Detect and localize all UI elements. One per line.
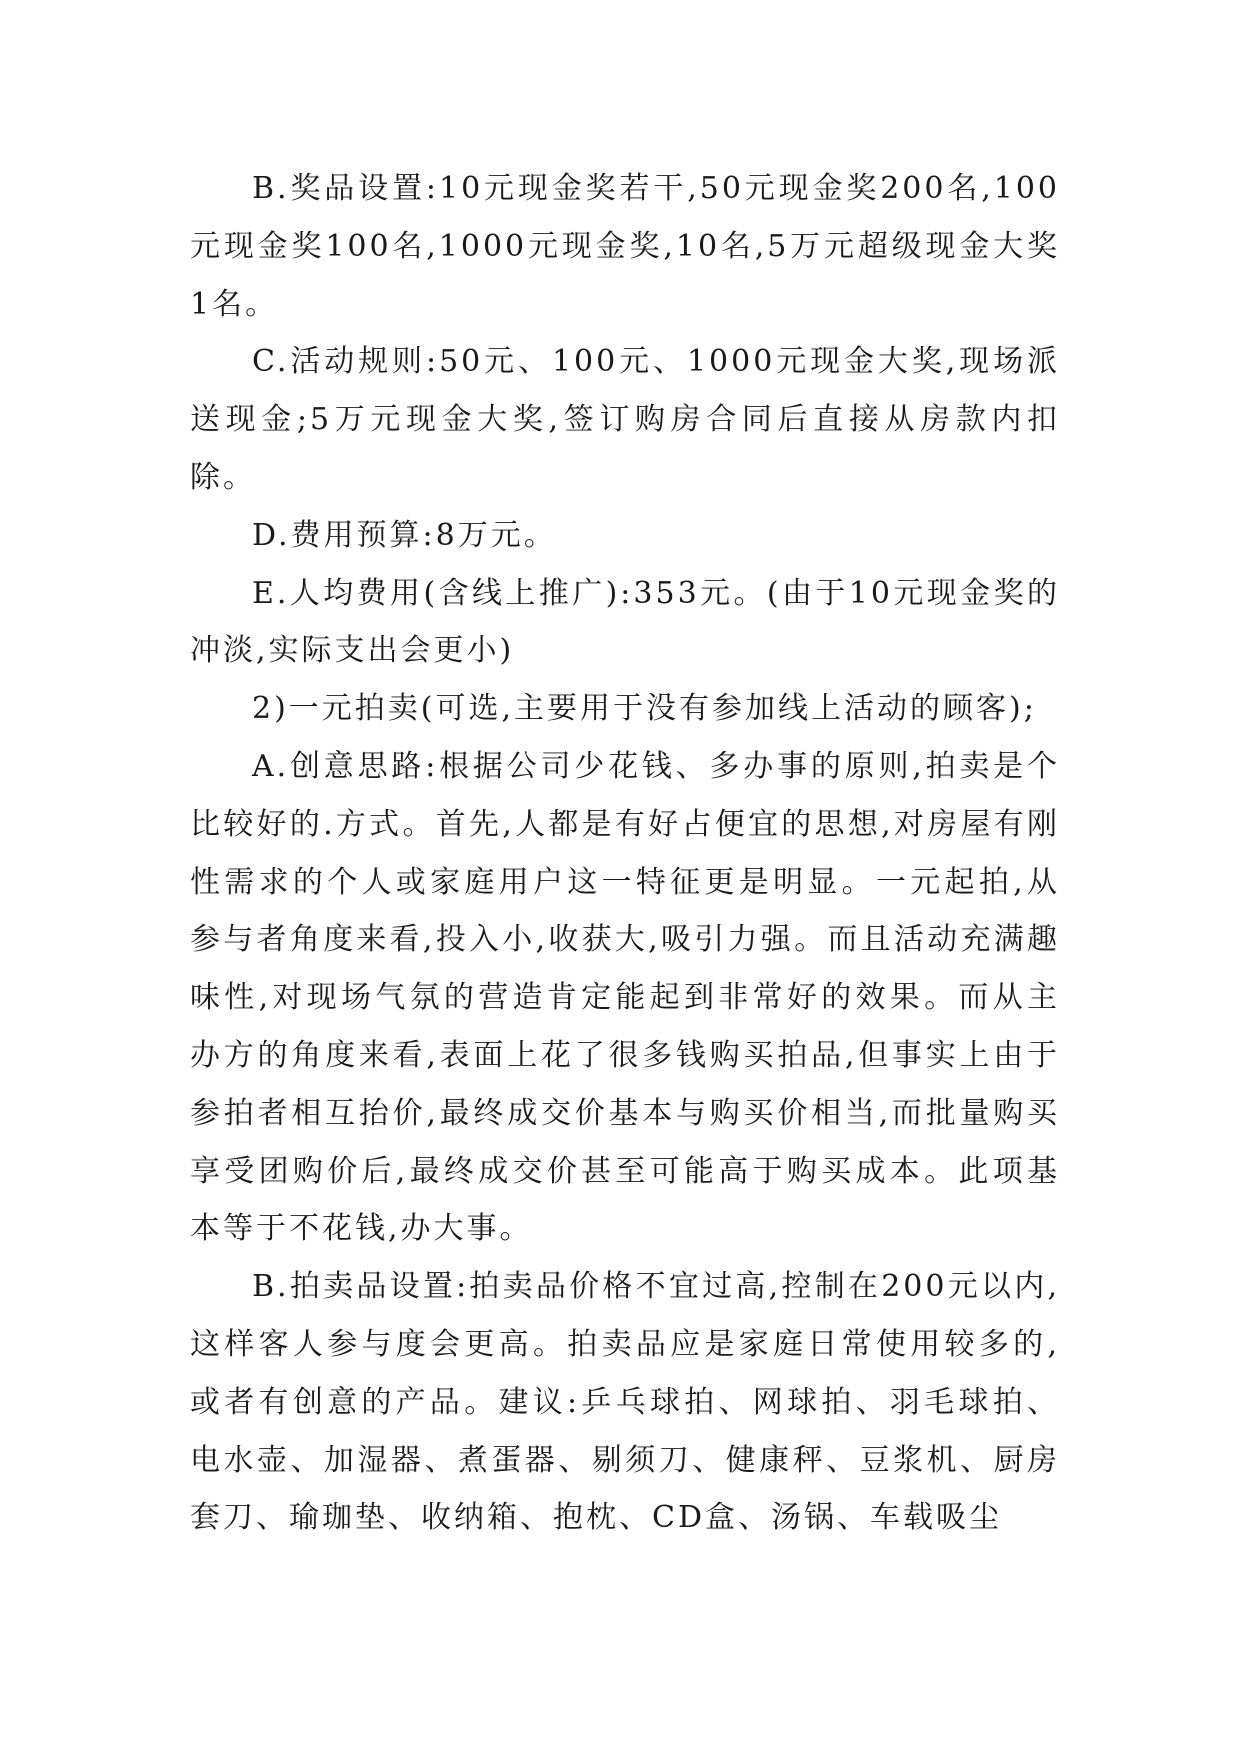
document-body [190,160,1060,1547]
paragraph-auction-items: B.拍卖品设置:拍卖品价格不宜过高,控制在200元以内,这样客人参与度会更高。拍卖品应是家庭日常使用较多的,或者有创意的产品。建议:乒乓球拍、网球拍、羽毛球拍、电水壶、加湿器、煮蛋器、剔须刀、健康秤、豆浆机、厨房套刀、瑜珈垫、收纳箱、抱枕、CD盒、汤锅、车载吸尘 [190,1269,1060,1536]
paragraph-prize-setup: B.奖品设置:10元现金奖若干,50元现金奖200名,100元现金奖100名,1000元现金奖,10名,5万元超级现金大奖1名。 [190,171,1060,322]
paragraph-creative-idea: A.创意思路:根据公司少花钱、多办事的原则,拍卖是个比较好的.方式。首先,人都是有好占便宜的思想,对房屋有刚性需求的个人或家庭用户这一特征更是明显。一元起拍,从参与者角度来看,投入小,收获大,吸引力强。而且活动充满趣味性,对现场气氛的营造肯定能起到非常好的效果。而从主办方的角度来看,表面上花了很多钱购买拍品,但事实上由于参拍者相互抬价,最终成交价基本与购买价相当,而批量购买享受团购价后,最终成交价甚至可能高于购买成本。此项基本等于不花钱,办大事。 [190,748,1060,1247]
paragraph-auction-heading: 2)一元拍卖(可选,主要用于没有参加线上活动的顾客); [252,691,1037,727]
paragraph-budget: D.费用预算:8万元。 [252,517,557,553]
paragraph-per-capita-cost: E.人均费用(含线上推广):353元。(由于10元现金奖的冲淡,实际支出会更小) [190,575,1060,669]
paragraph-activity-rules: C.活动规则:50元、100元、1000元现金大奖,现场派送现金;5万元现金大奖,签订购房合同后直接从房款内扣除。 [190,344,1060,495]
